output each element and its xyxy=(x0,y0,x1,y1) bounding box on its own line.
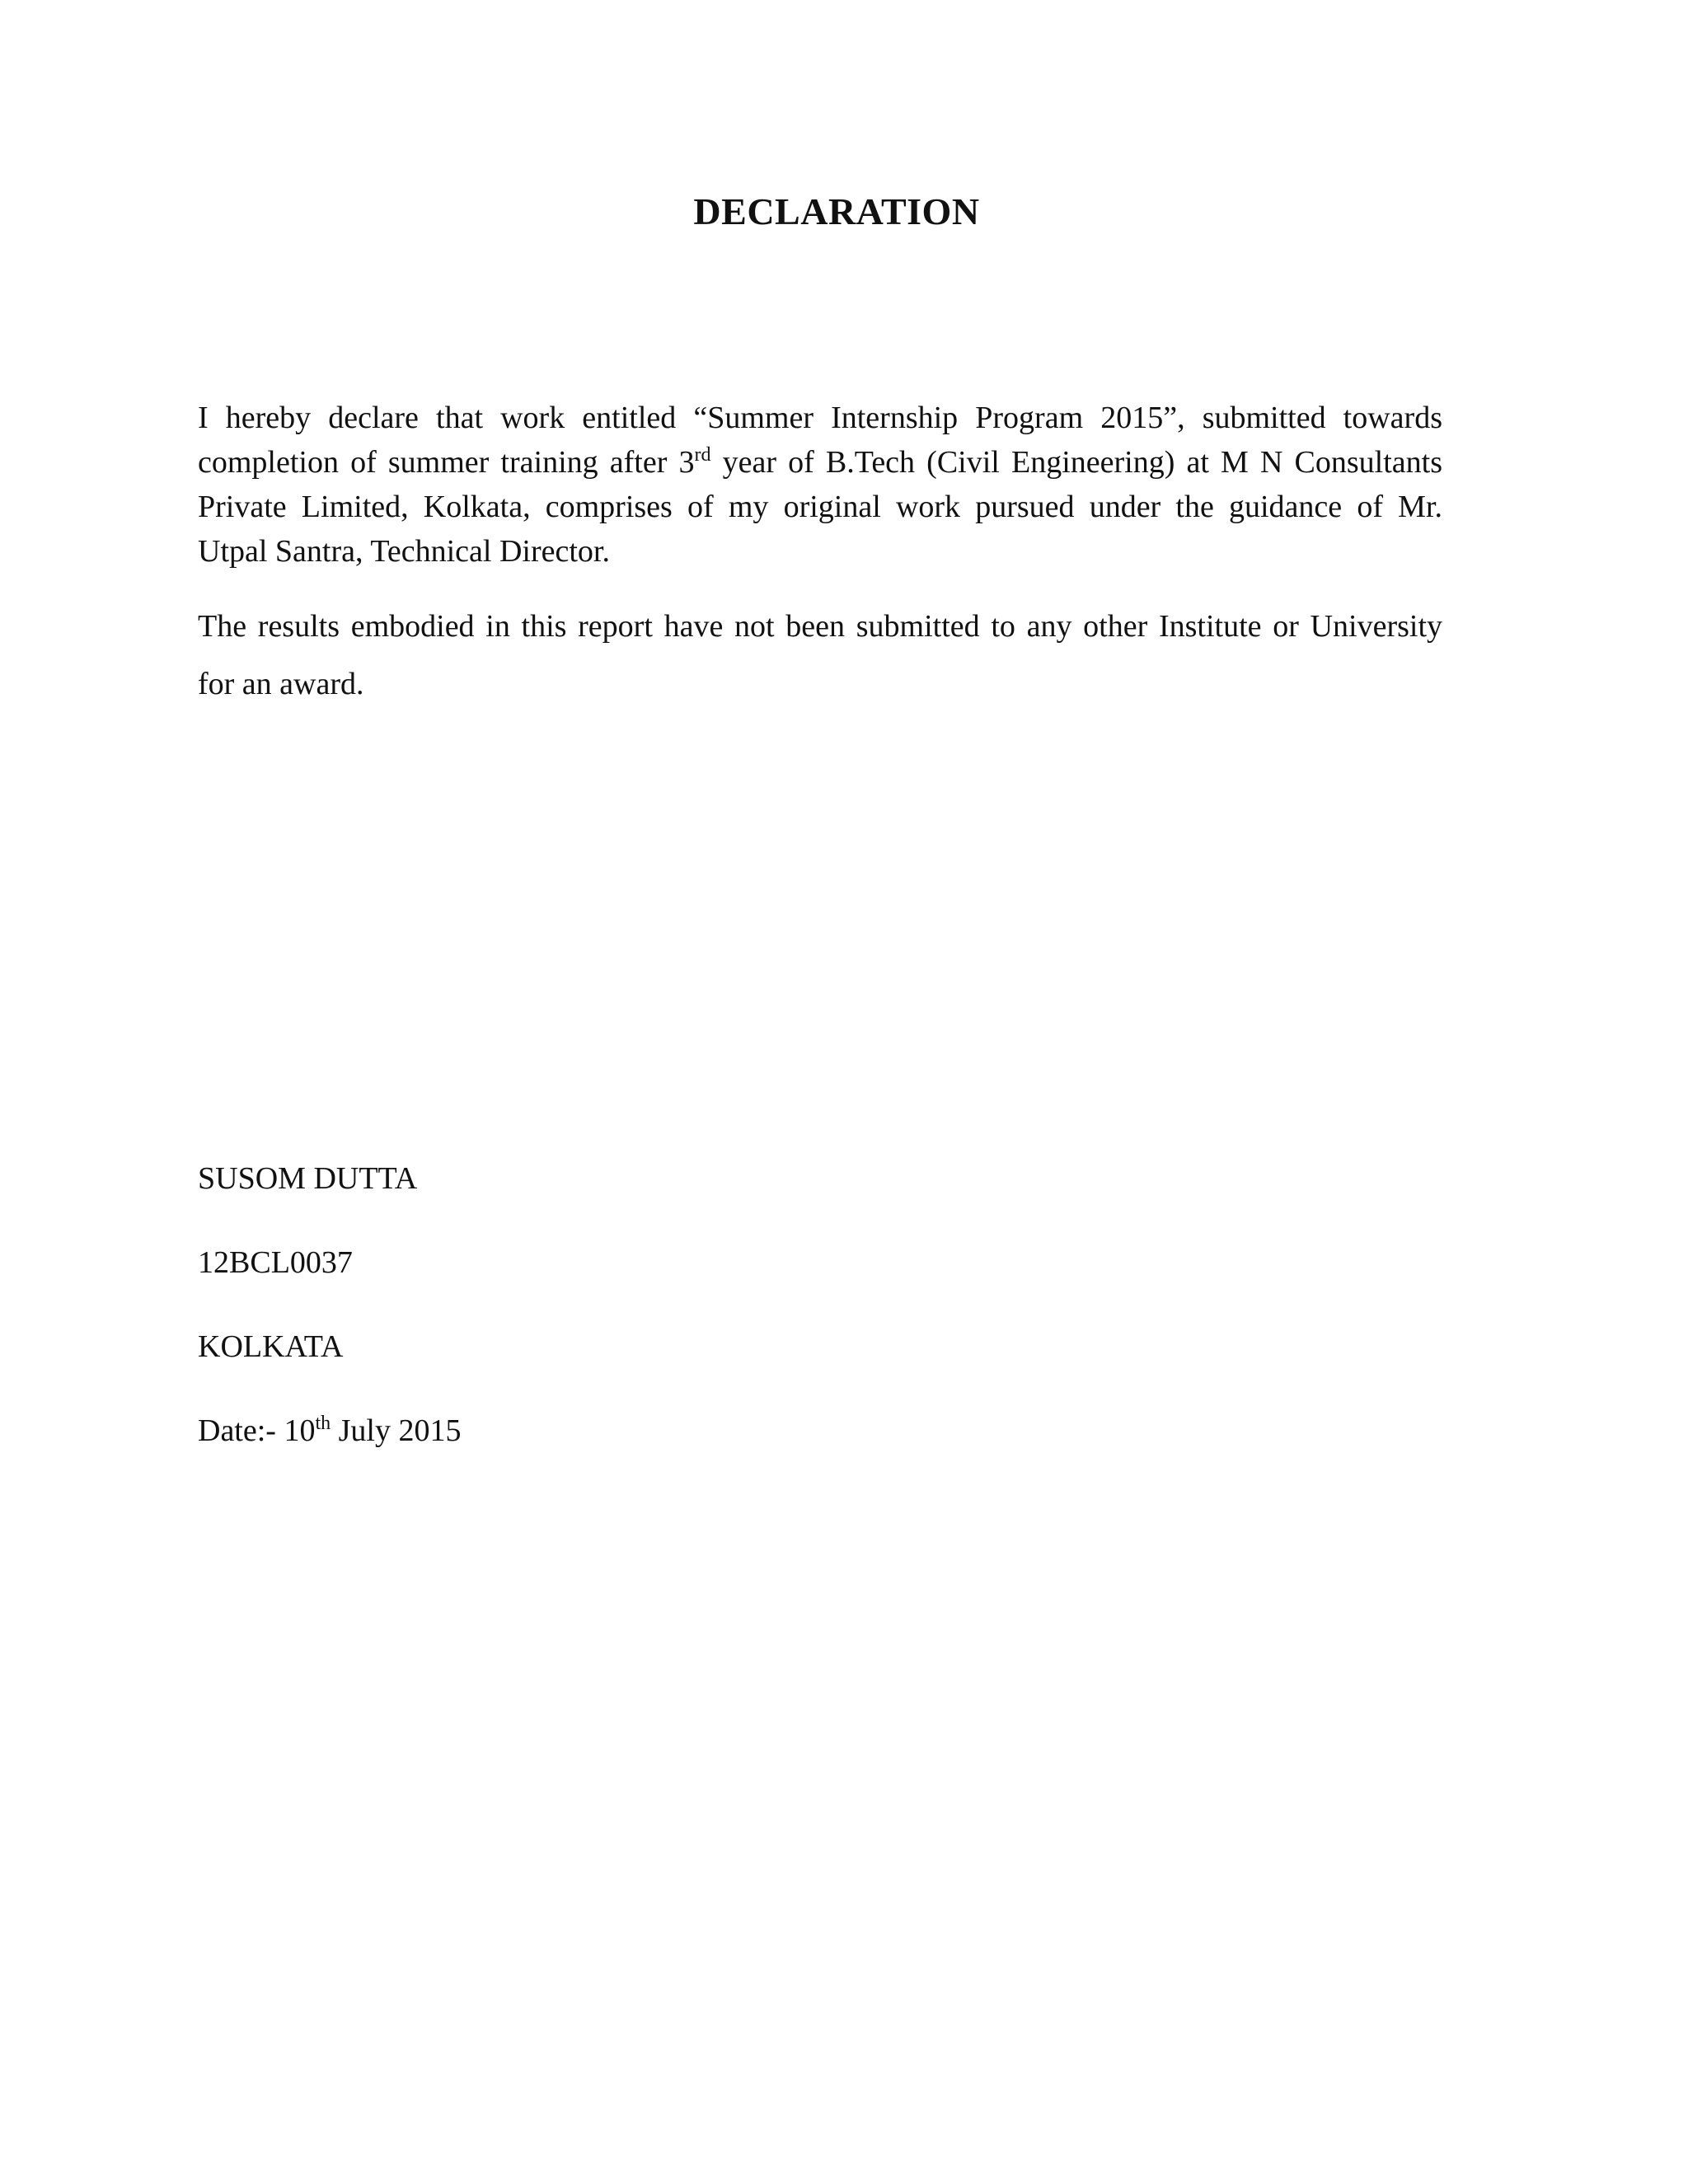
paragraph-line: Utpal Santra, Technical Director. xyxy=(198,534,610,569)
page-title: DECLARATION xyxy=(693,190,980,232)
superscript: rd xyxy=(694,444,711,466)
paragraph-text: completion of summer training after 3 xyxy=(198,445,695,480)
results-paragraph xyxy=(198,598,1442,713)
registration-number: 12BCL0037 xyxy=(198,1245,353,1280)
declaration-date xyxy=(198,1413,461,1449)
paragraph-line: The results embodied in this report have not been submitted to any other Institute or University xyxy=(198,609,1442,644)
paragraph-line: I hereby declare that work entitled “Summer Internship Program 2015”, submitted towards xyxy=(198,401,1442,435)
paragraph-line: for an award. xyxy=(198,667,364,701)
signatory-name: SUSOM DUTTA xyxy=(198,1161,418,1196)
paragraph-line xyxy=(198,440,1442,485)
declaration-paragraph xyxy=(198,396,1442,574)
date-text: July 2015 xyxy=(331,1413,462,1448)
date-text: Date:- 10 xyxy=(198,1413,316,1448)
paragraph-text: year of B.Tech (Civil Engineering) at M N Consultants xyxy=(710,445,1442,480)
paragraph-line: Private Limited, Kolkata, comprises of my original work pursued under the guidance of Mr. xyxy=(198,490,1442,524)
superscript: th xyxy=(315,1413,331,1434)
signatory-place: KOLKATA xyxy=(198,1329,344,1364)
